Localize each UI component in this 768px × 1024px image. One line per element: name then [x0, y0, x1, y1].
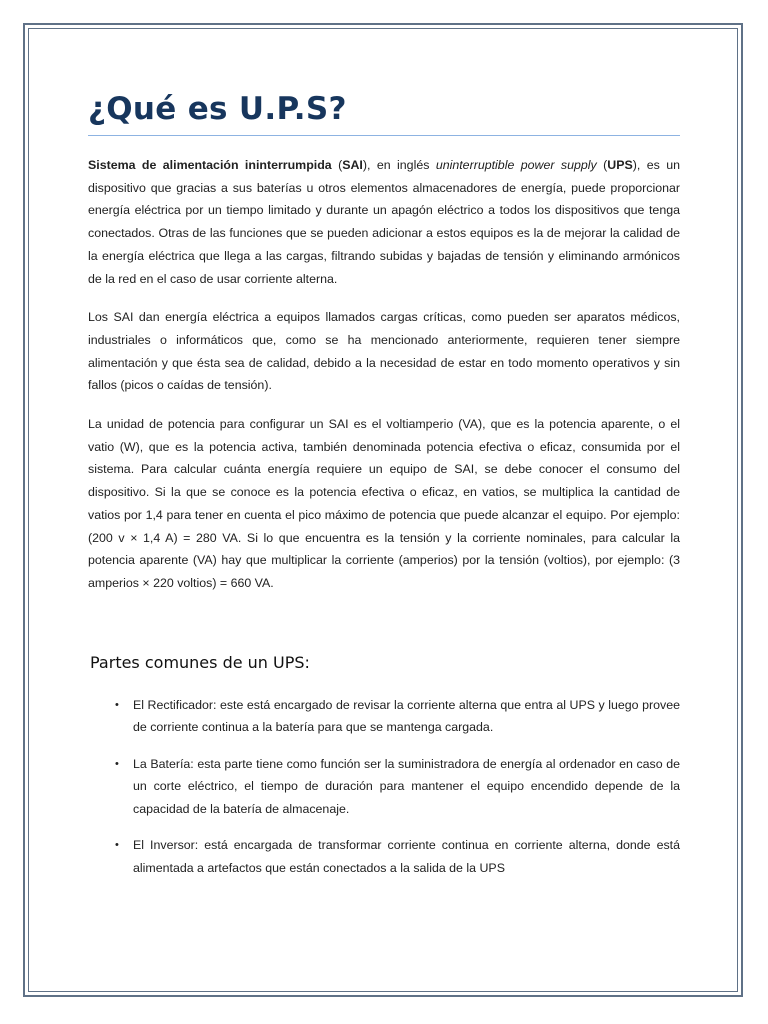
list-item-text: La Batería: esta parte tiene como función ser la suministradora de energía al ordenador en caso de un corte eléctrico, el tiempo de duración para mantener el equipo encendido depende de la capacidad de la batería de almacenaje. [133, 756, 680, 816]
intro-text-4: ), es un dispositivo que gracias a sus baterías u otros elementos almacenadores de energía, puede proporcionar energía eléctrica por un tiempo limitado y durante un apagón eléctrico a todos los dispositivos que tenga conectados. Otras de las funciones que se pueden adicionar a estos equipos es la de mejorar la calidad de la energía eléctrica que llega a las cargas, filtrando subidas y bajadas de tensión y eliminando armónicos de la red en el caso de usar corriente alterna. [88, 158, 680, 286]
intro-text-3: ( [596, 158, 608, 172]
list-item-text: El Rectificador: este está encargado de revisar la corriente alterna que entra al UPS y luego provee de corriente continua a la batería para que se mantenga cargada. [133, 697, 680, 735]
power-unit-paragraph: La unidad de potencia para configurar un SAI es el voltiamperio (VA), que es la potencia aparente, o el vatio (W), que es la potencia activa, también denominada potencia efectiva o eficaz, consumida por el sistema. Para calcular cuánta energía requiere un equipo de SAI, se debe conocer el consumo del dispositivo. Si la que se conoce es la potencia efectiva o eficaz, en vatios, se multiplica la cantidad de vatios por 1,4 para tener en cuenta el pico máximo de potencia que puede alcanzar el equipo. Por ejemplo: (200 v × 1,4 A) = 280 VA. Si lo que encuentra es la tensión y la corriente nominales, para calcular la potencia aparente (VA) hay que multiplicar la corriente (amperios) por la tensión (voltios), por ejemplo: (3 amperios × 220 voltios) = 660 VA. [88, 417, 680, 590]
intro-english-term: uninterruptible power supply [435, 158, 597, 172]
list-item [115, 694, 680, 739]
list-item [115, 753, 680, 821]
bullet-icon: • [115, 757, 119, 770]
parts-list [88, 694, 680, 880]
intro-term: Sistema de alimentación ininterrumpida [88, 158, 332, 172]
bullet-icon: • [115, 839, 119, 852]
intro-text-2: ), en inglés [362, 158, 436, 172]
intro-paragraph [88, 154, 680, 290]
intro-acronym-sai: SAI [342, 158, 363, 172]
list-item-text: El Inversor: está encargada de transformar corriente continua en corriente alterna, donde está alimentada a artefactos que están conectados a la salida de la UPS [133, 838, 680, 875]
bullet-icon: • [115, 698, 119, 711]
intro-text-1: ( [331, 158, 343, 172]
document-content [88, 88, 680, 893]
list-item [115, 834, 680, 879]
section-title: Partes comunes de un UPS: [90, 652, 310, 672]
intro-acronym-ups: UPS [607, 158, 633, 172]
title-underline [88, 135, 680, 136]
critical-loads-paragraph: Los SAI dan energía eléctrica a equipos llamados cargas críticas, como pueden ser aparatos médicos, industriales o informáticos que, como se ha mencionado anteriormente, requieren tener siempre alimentación y que ésta sea de calidad, debido a la necesidad de estar en todo momento operativos y sin fallos (picos o caídas de tensión). [88, 310, 680, 393]
page-title: ¿Qué es U.P.S? [88, 91, 347, 127]
